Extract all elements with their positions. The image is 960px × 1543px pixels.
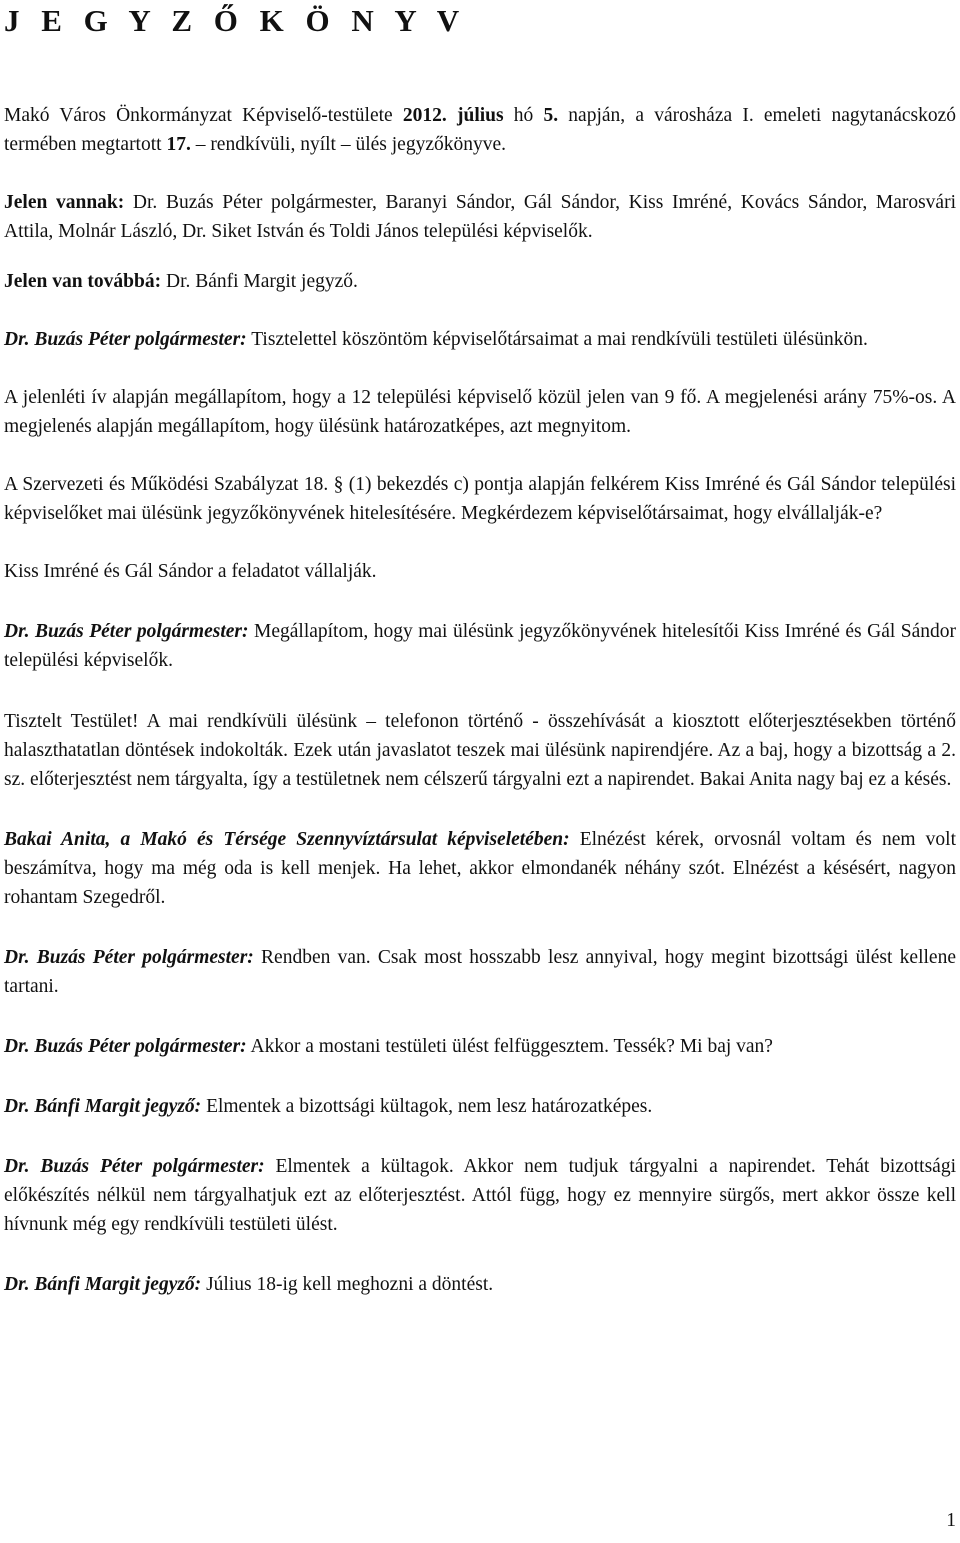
text-paragraph: A Szervezeti és Működési Szabályzat 18. § (1) bekezdés c) pontja alapján felkérem Kiss Imréné és Gál Sándor települési képviselőket mai ülésünk jegyzőkönyvének hitelesítésére. Megkérdezem képviselőtársaimat, hogy elvállalják-e? xyxy=(4,474,956,524)
speaker-name: Dr. Buzás Péter polgármester: xyxy=(4,1156,265,1177)
speech-paragraph: Dr. Bánfi Margit jegyző: Július 18-ig kell meghozni a döntést. xyxy=(4,1274,494,1295)
speaker-name: Dr. Buzás Péter polgármester: xyxy=(4,1036,247,1057)
speech-paragraph: Bakai Anita, a Makó és Térsége Szennyvíztársulat képviseletében: Elnézést kérek, orvosnál voltam és nem volt beszámítva, hogy ma még oda is kell menjek. Ha lehet, akkor elmondanék néhány szót. Elnézést a késésért, nagyon rohantam Szegedről. xyxy=(4,829,956,908)
also-present-paragraph: Jelen van továbbá: Dr. Bánfi Margit jegyző. xyxy=(4,271,358,292)
document-page xyxy=(4,0,956,1299)
intro-paragraph: Makó Város Önkormányzat Képviselő-testülete 2012. július hó 5. napján, a városháza I. emeleti nagytanácskozó termében megtartott 17. – rendkívüli, nyílt – ülés jegyzőkönyve. xyxy=(4,105,957,155)
speech-paragraph: Dr. Buzás Péter polgármester: Akkor a mostani testületi ülést felfüggesztem. Tessék? Mi baj van? xyxy=(4,1036,773,1057)
speech-paragraph: Dr. Buzás Péter polgármester: Rendben van. Csak most hosszabb lesz annyival, hogy megint bizottsági ülést kellene tartani. xyxy=(4,947,956,997)
also-present-label: Jelen van továbbá: xyxy=(4,271,162,292)
speaker-name: Dr. Bánfi Margit jegyző: xyxy=(4,1096,202,1117)
document-title: J E G Y Z Ő K Ö N Y V xyxy=(4,3,467,38)
present-paragraph: Jelen vannak: Dr. Buzás Péter polgármester, Baranyi Sándor, Gál Sándor, Kiss Imréné, Kovács Sándor, Marosvári Attila, Molnár László, Dr. Siket István és Toldi János települési képviselők. xyxy=(4,192,956,242)
speech-paragraph: Dr. Buzás Péter polgármester: Tisztelettel köszöntöm képviselőtársaimat a mai rendkívüli testületi ülésünkön. xyxy=(4,329,868,350)
text-paragraph: Kiss Imréné és Gál Sándor a feladatot vállalják. xyxy=(4,561,377,582)
intro-day: 5. xyxy=(543,105,559,126)
intro-session-number: 17. xyxy=(166,134,191,155)
speaker-name: Dr. Buzás Péter polgármester: xyxy=(4,947,254,968)
intro-year: 2012. xyxy=(402,105,447,126)
speaker-name: Dr. Buzás Péter polgármester: xyxy=(4,329,247,350)
speaker-name: Dr. Buzás Péter polgármester: xyxy=(4,621,249,642)
text-paragraph: Tisztelt Testület! A mai rendkívüli ülésünk – telefonon történő - összehívását a kiosztott előterjesztésekben történő halaszthatatlan döntések indokolták. Ezek után javaslatot teszek mai ülésünk napirendjére. Az a baj, hogy a bizottság a 2. sz. előterjesztést nem tárgyalta, így a testületnek nem célszerű tárgyalni ezt a napirendet. Bakai Anita nagy baj ez a késés. xyxy=(4,711,956,790)
page-number: 1 xyxy=(946,1510,956,1531)
speech-paragraph: Dr. Buzás Péter polgármester: Megállapítom, hogy mai ülésünk jegyzőkönyvének hitelesítői Kiss Imréné és Gál Sándor települési képviselők. xyxy=(4,621,956,671)
speaker-name: Dr. Bánfi Margit jegyző: xyxy=(4,1274,202,1295)
intro-month: július xyxy=(456,105,504,126)
speech-paragraph: Dr. Bánfi Margit jegyző: Elmentek a bizottsági kültagok, nem lesz határozatképes. xyxy=(4,1096,653,1117)
text-paragraph: A jelenléti ív alapján megállapítom, hogy a 12 települési képviselő közül jelen van 9 fő. A megjelenési arány 75%-os. A megjelenés alapján megállapítom, hogy ülésünk határozatképes, azt megnyitom. xyxy=(4,387,956,437)
present-label: Jelen vannak: xyxy=(4,192,125,213)
speaker-name: Bakai Anita, a Makó és Térsége Szennyvíztársulat képviseletében: xyxy=(4,829,570,850)
speech-paragraph: Dr. Buzás Péter polgármester: Elmentek a kültagok. Akkor nem tudjuk tárgyalni a napirendet. Tehát bizottsági előkészítés nélkül nem tárgyalhatjuk ezt az előterjesztést. Attól függ, hogy ez mennyire sürgős, mert akkor össze kell hívnunk még egy rendkívüli testületi ülést. xyxy=(4,1156,956,1235)
